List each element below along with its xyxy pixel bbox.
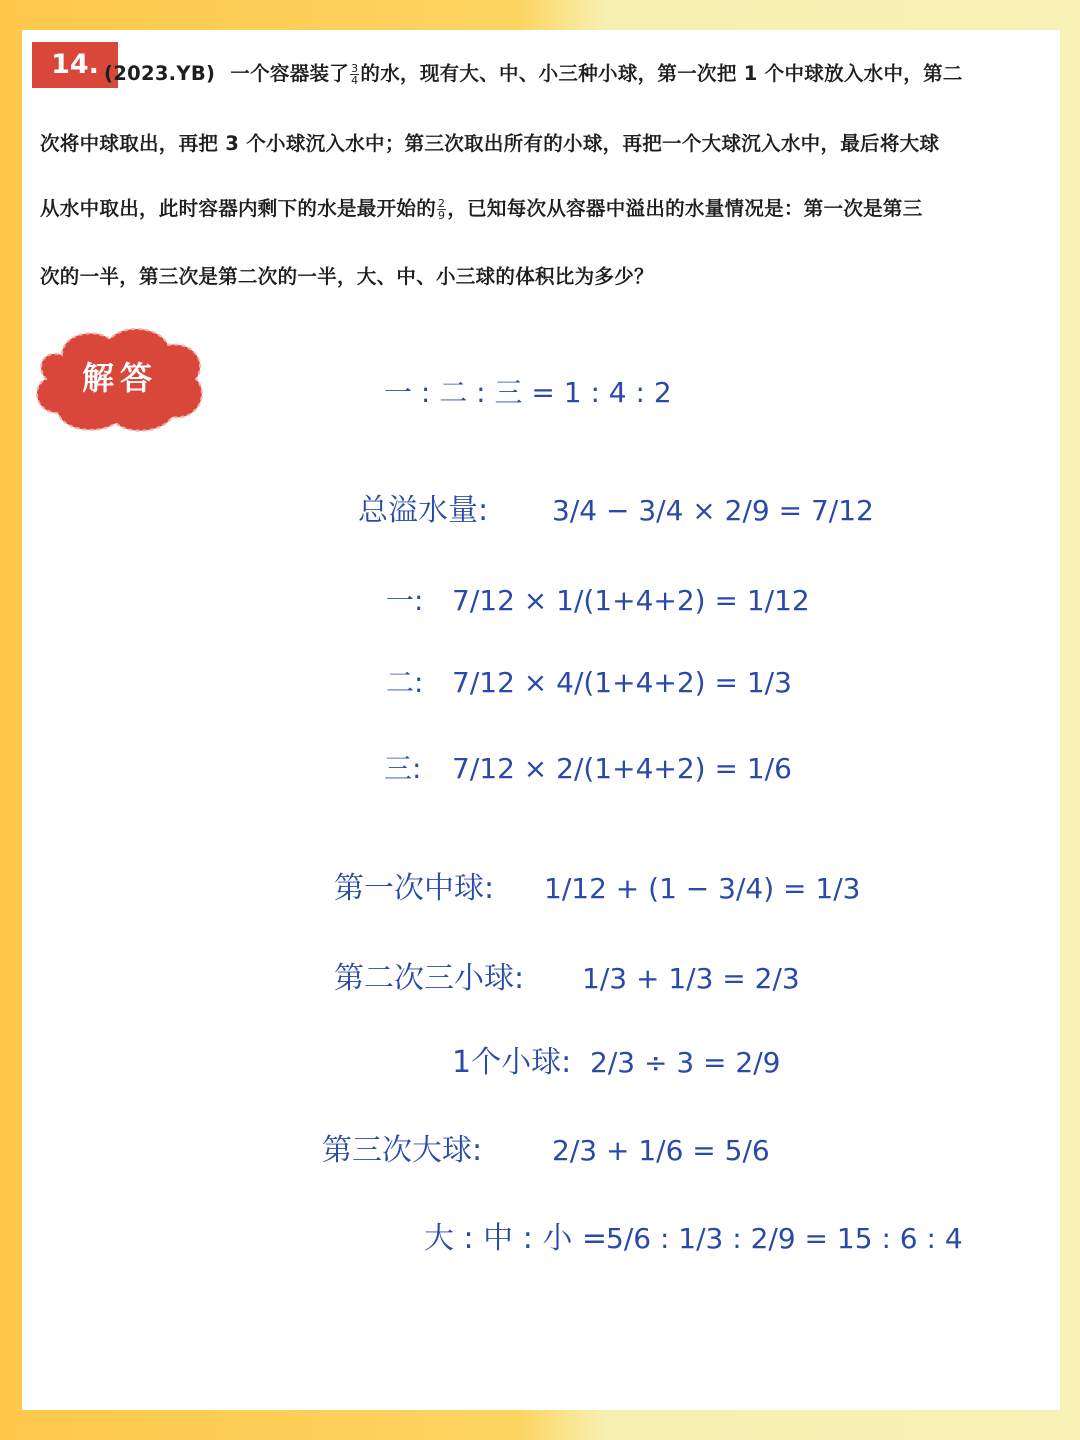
question-source: (2023.YB) — [104, 62, 216, 85]
three-label: 三: — [384, 752, 422, 785]
three-expr: 7/12 × 2/(1+4+2) = 1/6 — [452, 752, 792, 785]
ratio-line: 一 : 二 : 三 = 1 : 4 : 2 — [384, 376, 672, 409]
first-ball-expr: 1/12 + (1 − 3/4) = 1/3 — [544, 872, 861, 905]
fraction-two-ninths: $\frac{2}{9}$ — [438, 197, 446, 222]
question-text-1a: 一个容器装了 — [230, 62, 350, 85]
total-expr: 3/4 − 3/4 × 2/9 = 7/12 — [552, 494, 874, 527]
final-ratio-expr: 5/6 : 1/3 : 2/9 = 15 : 6 : 4 — [606, 1222, 963, 1255]
answer-label: 解答 — [81, 359, 158, 397]
total-label: 总溢水量: — [358, 493, 489, 528]
one-expr: 7/12 × 1/(1+4+2) = 1/12 — [452, 584, 810, 617]
small-ball-expr: 2/3 ÷ 3 = 2/9 — [590, 1046, 781, 1079]
question-text-3b: ，已知每次从容器中溢出的水量情况是：第一次是第三 — [447, 197, 923, 220]
small-ball-label: 1个小球: — [452, 1045, 572, 1080]
second-ball-expr: 1/3 + 1/3 = 2/3 — [582, 962, 800, 995]
third-ball-label: 第三次大球: — [322, 1133, 483, 1168]
question-text-3a: 从水中取出，此时容器内剩下的水是最开始的 — [40, 197, 437, 220]
first-ball-label: 第一次中球: — [334, 871, 495, 906]
third-ball-expr: 2/3 + 1/6 = 5/6 — [552, 1134, 770, 1167]
one-label: 一: — [386, 584, 424, 617]
problem-card — [22, 30, 1060, 1410]
two-label: 二: — [386, 666, 424, 699]
two-expr: 7/12 × 4/(1+4+2) = 1/3 — [452, 666, 792, 699]
question-line-4: 次的一半，第三次是第二次的一半，大、中、小三球的体积比为多少？ — [40, 265, 654, 288]
question-text-1b: 的水，现有大、中、小三种小球，第一次把 1 个中球放入水中，第二 — [360, 62, 963, 85]
second-ball-label: 第二次三小球: — [334, 961, 525, 996]
fraction-three-quarters: $\frac{3}{4}$ — [351, 62, 359, 87]
question-line-2: 次将中球取出，再把 3 个小球沉入水中；第三次取出所有的小球，再把一个大球沉入水中，最后将大球 — [40, 132, 940, 155]
handwritten-solution — [22, 30, 1060, 1410]
final-ratio-label: 大 : 中 : 小 = — [424, 1221, 608, 1256]
question-number: 14. — [32, 42, 118, 88]
